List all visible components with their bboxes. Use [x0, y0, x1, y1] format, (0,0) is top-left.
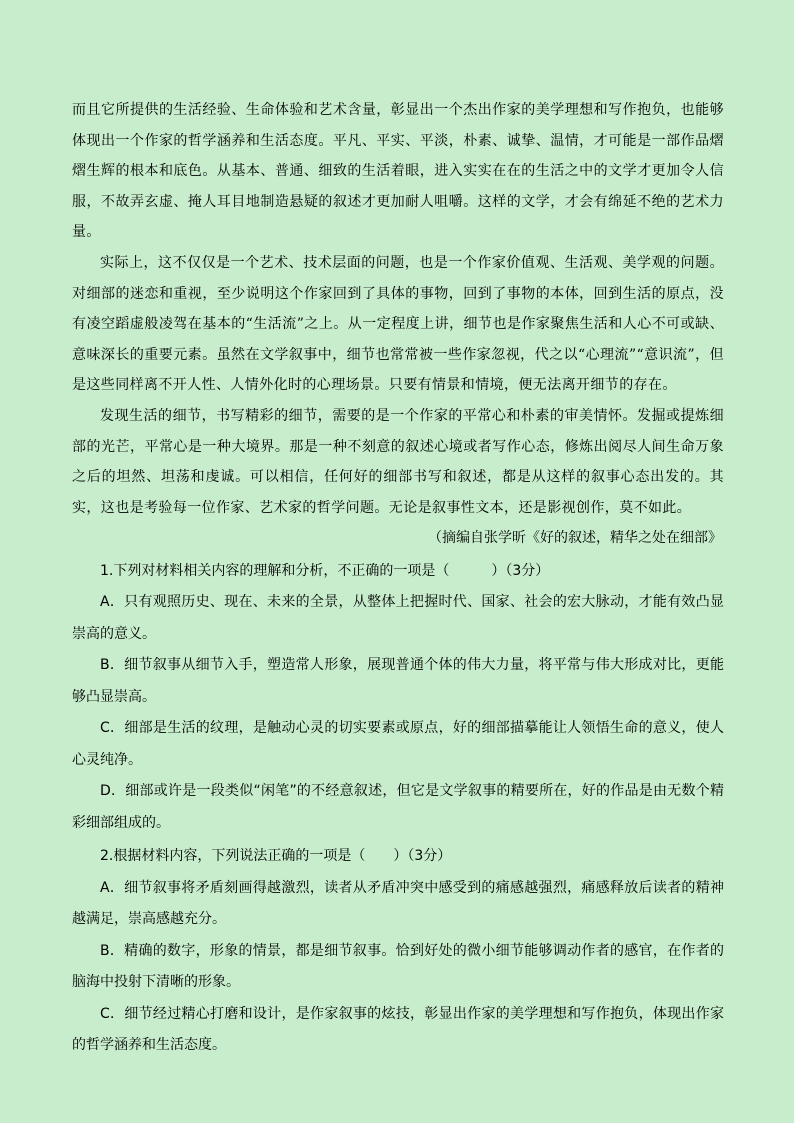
passage-paragraph-1: 而且它所提供的生活经验、生命体验和艺术含量，彰显出一个杰出作家的美学理想和写作抱负，也能够体现出一个作家的哲学涵养和生活态度。平凡、平实、平淡，朴素、诚挚、温情，才可能是一部作品熠熠生辉的根本和底色。从基本、普通、细致的生活着眼，进入实实在在的生活之中的文学才更加令人信服，不故弄玄虚、掩人耳目地制造悬疑的叙述才更加耐人咀嚼。这样的文学，才会有绵延不绝的艺术力量。 [72, 102, 724, 241]
question-2-option-a: A．细节叙事将矛盾刻画得越激烈，读者从矛盾冲突中感受到的痛感越强烈，痛感释放后读者的精神越满足，崇高感越充分。 [72, 879, 724, 928]
passage [72, 95, 724, 554]
question-1-option-d: D．细部或许是一段类似“闲笔”的不经意叙述，但它是文学叙事的精要所在，好的作品是由无数个精彩细部组成的。 [72, 783, 724, 831]
question-2-option-b: B．精确的数字，形象的情景，都是细节叙事。恰到好处的微小细节能够调动作者的感官，在作者的脑海中投射下清晰的形象。 [72, 942, 724, 991]
question-1-option-b: B．细节叙事从细节入手，塑造常人形象，展现普通个体的伟大力量，将平常与伟大形成对比，更能够凸显崇高。 [72, 657, 724, 705]
question-2-option-c: C．细节经过精心打磨和设计，是作家叙事的炫技，彰显出作家的美学理想和写作抱负，体现出作家的哲学涵养和生活态度。 [72, 1005, 724, 1054]
question-1-option-c: C．细部是生活的纹理，是触动心灵的切实要素或原点，好的细部描摹能让人领悟生命的意义，使人心灵纯净。 [72, 720, 724, 768]
passage-paragraph-2: 实际上，这不仅仅是一个艺术、技术层面的问题，也是一个作家价值观、生活观、美学观的问题。对细部的迷恋和重视，至少说明这个作家回到了具体的事物，回到了事物的本体，回到生活的原点，没有凌空蹈虚般凌驾在基本的“生活流”之上。从一定程度上讲，细节也是作家聚焦生活和人心不可或缺、意味深长的重要元素。虽然在文学叙事中，细节也常常被一些作家忽视，代之以“心理流”“意识流”，但是这些同样离不开人性、人情外化时的心理场景。只要有情景和情境，便无法离开细节的存在。 [72, 254, 724, 394]
question-2 [72, 841, 724, 1062]
question-1 [72, 556, 724, 840]
question-1-stem: 1.下列对材料相关内容的理解和分析，不正确的一项是（ ）（3分） [100, 562, 550, 579]
passage-paragraph-3: 发现生活的细节，书写精彩的细节，需要的是一个作家的平常心和朴素的审美情怀。发掘或提炼细部的光芒，平常心是一种大境界。那是一种不刻意的叙述心境或者写作心态，修炼出阅尽人间生命万象之后的坦然、坦荡和虔诚。可以相信，任何好的细部书写和叙述，都是从这样的叙事心态出发的。其实，这也是考验每一位作家、艺术家的哲学问题。无论是叙事性文本，还是影视创作，莫不如此。 [72, 407, 724, 516]
passage-source: （摘编自张学昕《好的叙述，精华之处在细部》 [428, 530, 722, 547]
question-1-option-a: A．只有观照历史、现在、未来的全景，从整体上把握时代、国家、社会的宏大脉动，才能有效凸显崇高的意义。 [72, 594, 724, 642]
question-2-stem: 2.根据材料内容，下列说法正确的一项是（ ）（3分） [100, 848, 452, 865]
